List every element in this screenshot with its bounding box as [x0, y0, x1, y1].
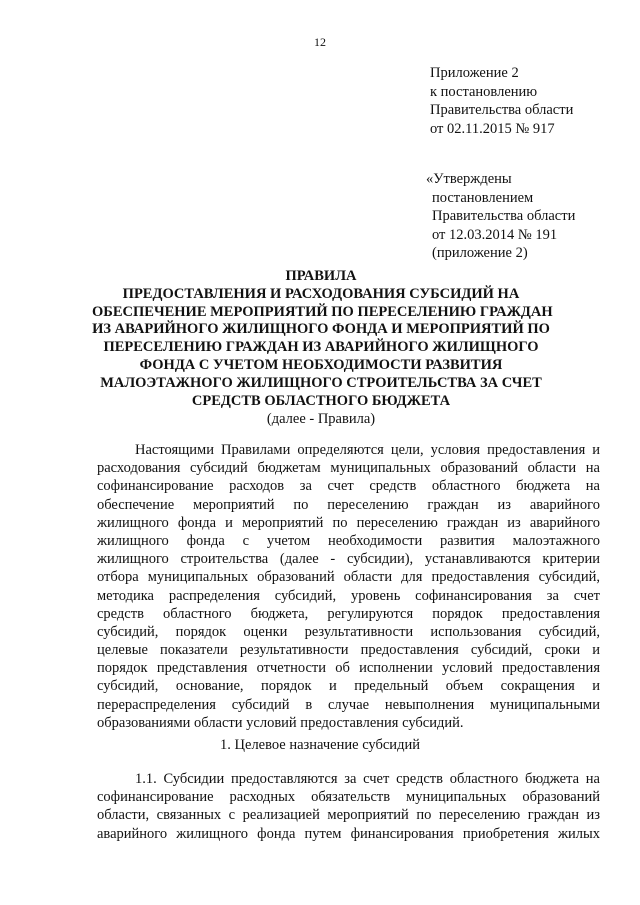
- approved-line: Правительства области: [432, 208, 576, 224]
- approved-block: [426, 170, 575, 263]
- paragraph-line: субсидий, порядок оценки результативности использования субсидий,: [97, 623, 600, 640]
- paragraph-line: Настоящими Правилами определяются цели, условия предоставления и: [135, 442, 600, 458]
- appendix-block: [430, 64, 573, 138]
- intro-paragraph: [97, 441, 600, 732]
- appendix-line: от 02.11.2015 № 917: [430, 120, 555, 137]
- appendix-line: Приложение 2: [430, 65, 519, 81]
- paragraph-line: отбора муниципальных образований области для предоставления субсидий,: [97, 569, 600, 586]
- document-subtitle: (далее - Правила): [266, 411, 376, 427]
- paragraph-line: целевые показатели результативности предоставления субсидий, сроки и: [97, 642, 600, 659]
- paragraph-line: перераспределения субсидий в случае невыполнения муниципальными: [97, 696, 600, 713]
- approved-line: (приложение 2): [432, 245, 528, 261]
- paragraph-line: жилищного фонда и мероприятий по переселению граждан из аварийного: [97, 514, 600, 531]
- paragraph-line: субсидий, основание, порядок и предельный объем сокращения и: [97, 678, 600, 695]
- title-line: СРЕДСТВ ОБЛАСТНОГО БЮДЖЕТА: [191, 392, 451, 409]
- paragraph-line: порядок представления отчетности об исполнении условий предоставления: [97, 660, 600, 677]
- section-heading: 1. Целевое назначение субсидий: [220, 737, 420, 753]
- paragraph-line: образованиями области условий предоставления субсидий.: [97, 714, 464, 731]
- approved-line: «Утверждены: [426, 171, 512, 187]
- paragraph-line: расходования субсидий бюджетам муниципальных образований области на: [97, 460, 600, 477]
- approved-line: от 12.03.2014 № 191: [432, 226, 558, 243]
- document-title: [92, 268, 553, 410]
- appendix-line: к постановлению: [430, 83, 538, 100]
- paragraph-line: обеспечение мероприятий по переселению граждан из аварийного: [97, 496, 600, 513]
- title-line: ОБЕСПЕЧЕНИЕ МЕРОПРИЯТИЙ ПО ПЕРЕСЕЛЕНИЮ ГРАЖДАН: [92, 303, 553, 320]
- title-line: МАЛОЭТАЖНОГО ЖИЛИЩНОГО СТРОИТЕЛЬСТВА ЗА СЧЕТ: [100, 374, 542, 391]
- approved-line: постановлением: [432, 189, 534, 206]
- paragraph-line: методика распределения субсидий, уровень софинансирования за счет: [97, 587, 600, 604]
- title-line: ПРЕДОСТАВЛЕНИЯ И РАСХОДОВАНИЯ СУБСИДИЙ НА: [122, 285, 520, 302]
- title-line: ФОНДА С УЧЕТОМ НЕОБХОДИМОСТИ РАЗВИТИЯ: [139, 356, 503, 373]
- paragraph-line: софинансирование расходов за счет средств областного бюджета на: [97, 478, 600, 495]
- paragraph-line: жилищного фонда с учетом необходимости развития малоэтажного: [97, 532, 600, 549]
- title-line: ПЕРЕСЕЛЕНИЮ ГРАЖДАН ИЗ АВАРИЙНОГО ЖИЛИЩНОГО: [103, 339, 539, 356]
- paragraph-line: 1.1. Субсидии предоставляются за счет средств областного бюджета на: [135, 771, 600, 787]
- title-line: ИЗ АВАРИЙНОГО ЖИЛИЩНОГО ФОНДА И МЕРОПРИЯТИЙ ПО: [92, 321, 550, 338]
- page-number: 12: [314, 35, 326, 49]
- section-paragraph: [97, 770, 600, 843]
- paragraph-line: средств областного бюджета, регулируются порядок предоставления: [97, 605, 600, 622]
- paragraph-line: аварийного жилищного фонда путем финансирования приобретения жилых: [97, 825, 600, 842]
- paragraph-line: софинансирование расходных обязательств муниципальных образований: [97, 789, 600, 806]
- appendix-line: Правительства области: [430, 102, 574, 118]
- title-line: ПРАВИЛА: [285, 268, 357, 284]
- paragraph-line: области, связанных с реализацией мероприятий по переселению граждан из: [97, 807, 600, 824]
- paragraph-line: жилищного строительства (далее - субсидии), устанавливаются критерии: [97, 551, 600, 568]
